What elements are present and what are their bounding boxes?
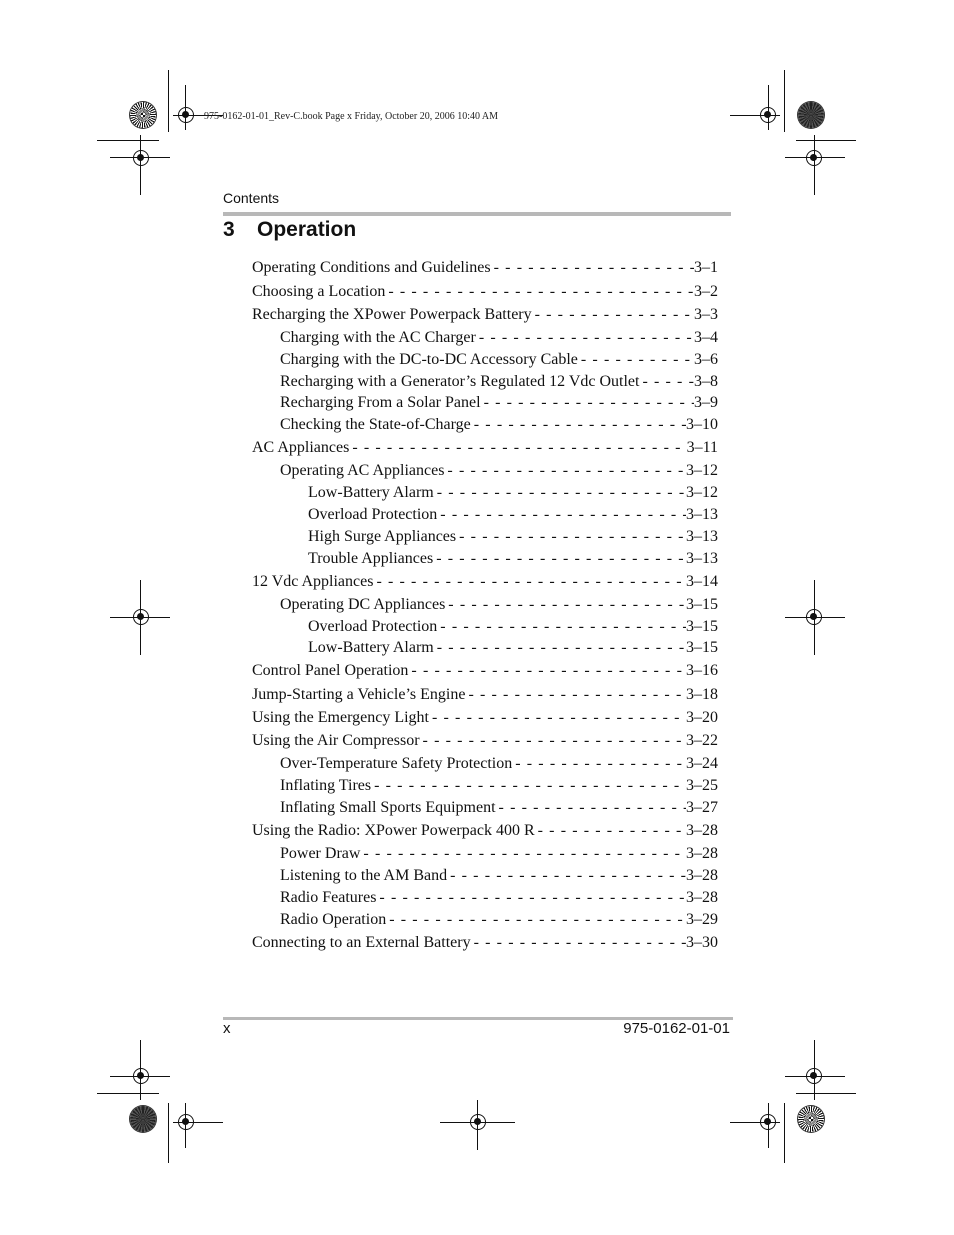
toc-entry[interactable] xyxy=(252,350,718,370)
crosshair-icon xyxy=(133,150,149,166)
toc-entry-title: Operating AC Appliances xyxy=(280,462,445,479)
toc-entry-title: High Surge Appliances xyxy=(308,528,457,545)
toc-entry-title: Over-Temperature Safety Protection xyxy=(280,755,513,772)
document-number: 975-0162-01-01 xyxy=(623,1020,730,1037)
toc-entry[interactable] xyxy=(252,933,718,953)
toc-entry-title: Recharging the XPower Powerpack Battery xyxy=(252,306,532,323)
crop-mark xyxy=(168,1103,169,1163)
toc-dot-leader xyxy=(386,910,686,930)
toc-dot-leader xyxy=(456,527,686,547)
crop-mark xyxy=(173,1122,223,1123)
crop-mark xyxy=(140,1040,141,1100)
registration-star-icon xyxy=(798,1106,824,1132)
toc-dot-leader xyxy=(476,328,694,348)
toc-entry-page: 3–9 xyxy=(694,394,718,411)
toc-entry-page: 3–28 xyxy=(686,822,718,839)
toc-entry[interactable] xyxy=(252,708,718,728)
toc-entry[interactable] xyxy=(252,821,718,841)
crop-mark xyxy=(785,1076,845,1077)
crop-mark xyxy=(784,70,785,132)
toc-dot-leader xyxy=(437,505,686,525)
toc-dot-leader xyxy=(433,549,686,569)
crop-mark xyxy=(477,1100,478,1150)
toc-entry-page: 3–30 xyxy=(686,934,718,951)
toc-dot-leader xyxy=(371,776,686,796)
toc-dot-leader xyxy=(434,638,686,658)
crop-mark xyxy=(97,140,159,141)
toc-entry-page: 3–28 xyxy=(686,845,718,862)
toc-entry-page: 3–15 xyxy=(686,596,718,613)
toc-dot-leader xyxy=(437,617,686,637)
crop-mark xyxy=(185,1103,186,1148)
toc-entry-title: 12 Vdc Appliances xyxy=(252,573,374,590)
toc-dot-leader xyxy=(408,661,686,681)
crop-mark xyxy=(97,1093,159,1094)
toc-entry-title: Low-Battery Alarm xyxy=(308,484,434,501)
toc-entry[interactable] xyxy=(252,731,718,751)
toc-entry[interactable] xyxy=(252,888,718,908)
toc-entry-page: 3–25 xyxy=(686,777,718,794)
toc-dot-leader xyxy=(447,866,686,886)
toc-entry-page: 3–8 xyxy=(694,373,718,390)
toc-dot-leader xyxy=(532,305,694,325)
toc-entry-page: 3–18 xyxy=(686,686,718,703)
registration-star-icon xyxy=(130,1106,156,1132)
toc-entry[interactable] xyxy=(252,754,718,774)
toc-entry[interactable] xyxy=(252,798,718,818)
toc-entry-title: Using the Radio: XPower Powerpack 400 R xyxy=(252,822,535,839)
chapter-name: Operation xyxy=(257,218,357,241)
toc-entry-title: Connecting to an External Battery xyxy=(252,934,471,951)
toc-entry[interactable] xyxy=(252,572,718,592)
toc-entry-page: 3–6 xyxy=(694,351,718,368)
toc-entry[interactable] xyxy=(252,438,718,458)
print-slug: 975-0162-01-01_Rev-C.book Page x Friday, October 20, 2006 10:40 AM xyxy=(204,111,499,122)
toc-entry-page: 3–13 xyxy=(686,550,718,567)
toc-entry[interactable] xyxy=(252,282,718,302)
toc-dot-leader xyxy=(349,438,686,458)
toc-entry-page: 3–12 xyxy=(686,462,718,479)
crop-mark xyxy=(814,580,815,655)
toc-entry-title: Trouble Appliances xyxy=(308,550,434,567)
toc-entry[interactable] xyxy=(252,305,718,325)
crop-mark xyxy=(730,1122,780,1123)
toc-entry[interactable] xyxy=(252,258,718,278)
toc-dot-leader xyxy=(444,461,686,481)
toc-dot-leader xyxy=(445,595,686,615)
toc-entry-page: 3–27 xyxy=(686,799,718,816)
toc-dot-leader xyxy=(420,731,686,751)
toc-entry-title: Charging with the AC Charger xyxy=(280,329,476,346)
toc-entry-page: 3–15 xyxy=(686,639,718,656)
toc-entry-title: Overload Protection xyxy=(308,506,438,523)
toc-entry-page: 3–29 xyxy=(686,911,718,928)
toc-dot-leader xyxy=(471,415,686,435)
toc-entry[interactable] xyxy=(252,844,718,864)
toc-entry-page: 3–12 xyxy=(686,484,718,501)
crop-mark xyxy=(785,617,845,618)
toc-entry[interactable] xyxy=(252,505,718,525)
toc-dot-leader xyxy=(373,572,686,592)
table-of-contents xyxy=(252,0,718,1000)
toc-dot-leader xyxy=(471,933,686,953)
toc-entry-page: 3–28 xyxy=(686,889,718,906)
toc-entry[interactable] xyxy=(252,415,718,435)
toc-dot-leader xyxy=(376,888,686,908)
toc-entry-title: Listening to the AM Band xyxy=(280,867,448,884)
crop-mark xyxy=(768,1103,769,1148)
toc-entry-title: Radio Features xyxy=(280,889,377,906)
toc-entry-title: Recharging From a Solar Panel xyxy=(280,394,481,411)
crop-mark xyxy=(785,157,845,158)
toc-dot-leader xyxy=(639,372,694,392)
toc-entry-title: Operating DC Appliances xyxy=(280,596,446,613)
toc-entry-title: Recharging with a Generator’s Regulated 12 Vdc Outlet xyxy=(280,373,640,390)
toc-dot-leader xyxy=(578,350,694,370)
toc-entry-page: 3–2 xyxy=(694,283,718,300)
toc-entry[interactable] xyxy=(252,595,718,615)
crop-mark xyxy=(814,1040,815,1100)
toc-dot-leader xyxy=(429,708,686,728)
crop-mark xyxy=(796,140,856,141)
toc-entry-page: 3–24 xyxy=(686,755,718,772)
toc-entry[interactable] xyxy=(252,617,718,637)
crosshair-icon xyxy=(178,107,194,123)
toc-entry-page: 3–16 xyxy=(686,662,718,679)
toc-entry[interactable] xyxy=(252,328,718,348)
crop-mark xyxy=(140,135,141,195)
crop-mark xyxy=(168,70,169,132)
toc-entry[interactable] xyxy=(252,910,718,930)
toc-entry-page: 3–10 xyxy=(686,416,718,433)
toc-entry-title: Inflating Small Sports Equipment xyxy=(280,799,496,816)
toc-entry[interactable] xyxy=(252,776,718,796)
toc-entry[interactable] xyxy=(252,866,718,886)
toc-entry-title: Low-Battery Alarm xyxy=(308,639,434,656)
toc-dot-leader xyxy=(465,685,686,705)
crop-mark xyxy=(784,1103,785,1163)
crop-mark xyxy=(768,85,769,130)
toc-entry[interactable] xyxy=(252,393,718,413)
registration-star-icon xyxy=(798,102,824,128)
toc-entry-page: 3–3 xyxy=(694,306,718,323)
toc-entry-title: Charging with the DC-to-DC Accessory Cable xyxy=(280,351,578,368)
toc-dot-leader xyxy=(496,798,686,818)
toc-entry[interactable] xyxy=(252,527,718,547)
toc-entry[interactable] xyxy=(252,372,718,392)
toc-entry[interactable] xyxy=(252,483,718,503)
crop-mark xyxy=(796,1093,856,1094)
crop-mark xyxy=(814,135,815,195)
toc-entry-title: Using the Air Compressor xyxy=(252,732,420,749)
toc-dot-leader xyxy=(535,821,686,841)
toc-dot-leader xyxy=(385,282,694,302)
toc-entry[interactable] xyxy=(252,549,718,569)
toc-entry-title: Using the Emergency Light xyxy=(252,709,429,726)
toc-entry-title: Overload Protection xyxy=(308,618,438,635)
running-head: Contents xyxy=(223,190,280,206)
toc-entry-title: Choosing a Location xyxy=(252,283,386,300)
toc-entry[interactable] xyxy=(252,461,718,481)
toc-entry-page: 3–14 xyxy=(686,573,718,590)
toc-entry-page: 3–15 xyxy=(686,618,718,635)
crop-mark xyxy=(140,580,141,655)
toc-dot-leader xyxy=(360,844,686,864)
page-number: x xyxy=(223,1020,231,1037)
toc-entry-title: Radio Operation xyxy=(280,911,387,928)
toc-entry-title: Control Panel Operation xyxy=(252,662,409,679)
toc-entry-title: Inflating Tires xyxy=(280,777,372,794)
toc-entry-page: 3–22 xyxy=(686,732,718,749)
chapter-number: 3 xyxy=(223,218,235,241)
toc-dot-leader xyxy=(512,754,686,774)
toc-entry-page: 3–4 xyxy=(694,329,718,346)
toc-entry-title: Operating Conditions and Guidelines xyxy=(252,259,491,276)
toc-entry-page: 3–1 xyxy=(694,259,718,276)
toc-entry-title: Power Draw xyxy=(280,845,361,862)
toc-dot-leader xyxy=(434,483,686,503)
toc-entry-page: 3–11 xyxy=(686,439,718,456)
registration-star-icon xyxy=(130,102,156,128)
toc-entry-page: 3–13 xyxy=(686,528,718,545)
toc-entry[interactable] xyxy=(252,685,718,705)
toc-dot-leader xyxy=(481,393,694,413)
toc-entry-title: Checking the State-of-Charge xyxy=(280,416,471,433)
toc-entry-page: 3–13 xyxy=(686,506,718,523)
toc-dot-leader xyxy=(491,258,694,278)
crop-mark xyxy=(185,85,186,130)
toc-entry-page: 3–28 xyxy=(686,867,718,884)
toc-entry-title: AC Appliances xyxy=(252,439,350,456)
toc-entry-page: 3–20 xyxy=(686,709,718,726)
toc-entry-title: Jump-Starting a Vehicle’s Engine xyxy=(252,686,466,703)
toc-entry[interactable] xyxy=(252,638,718,658)
toc-entry[interactable] xyxy=(252,661,718,681)
